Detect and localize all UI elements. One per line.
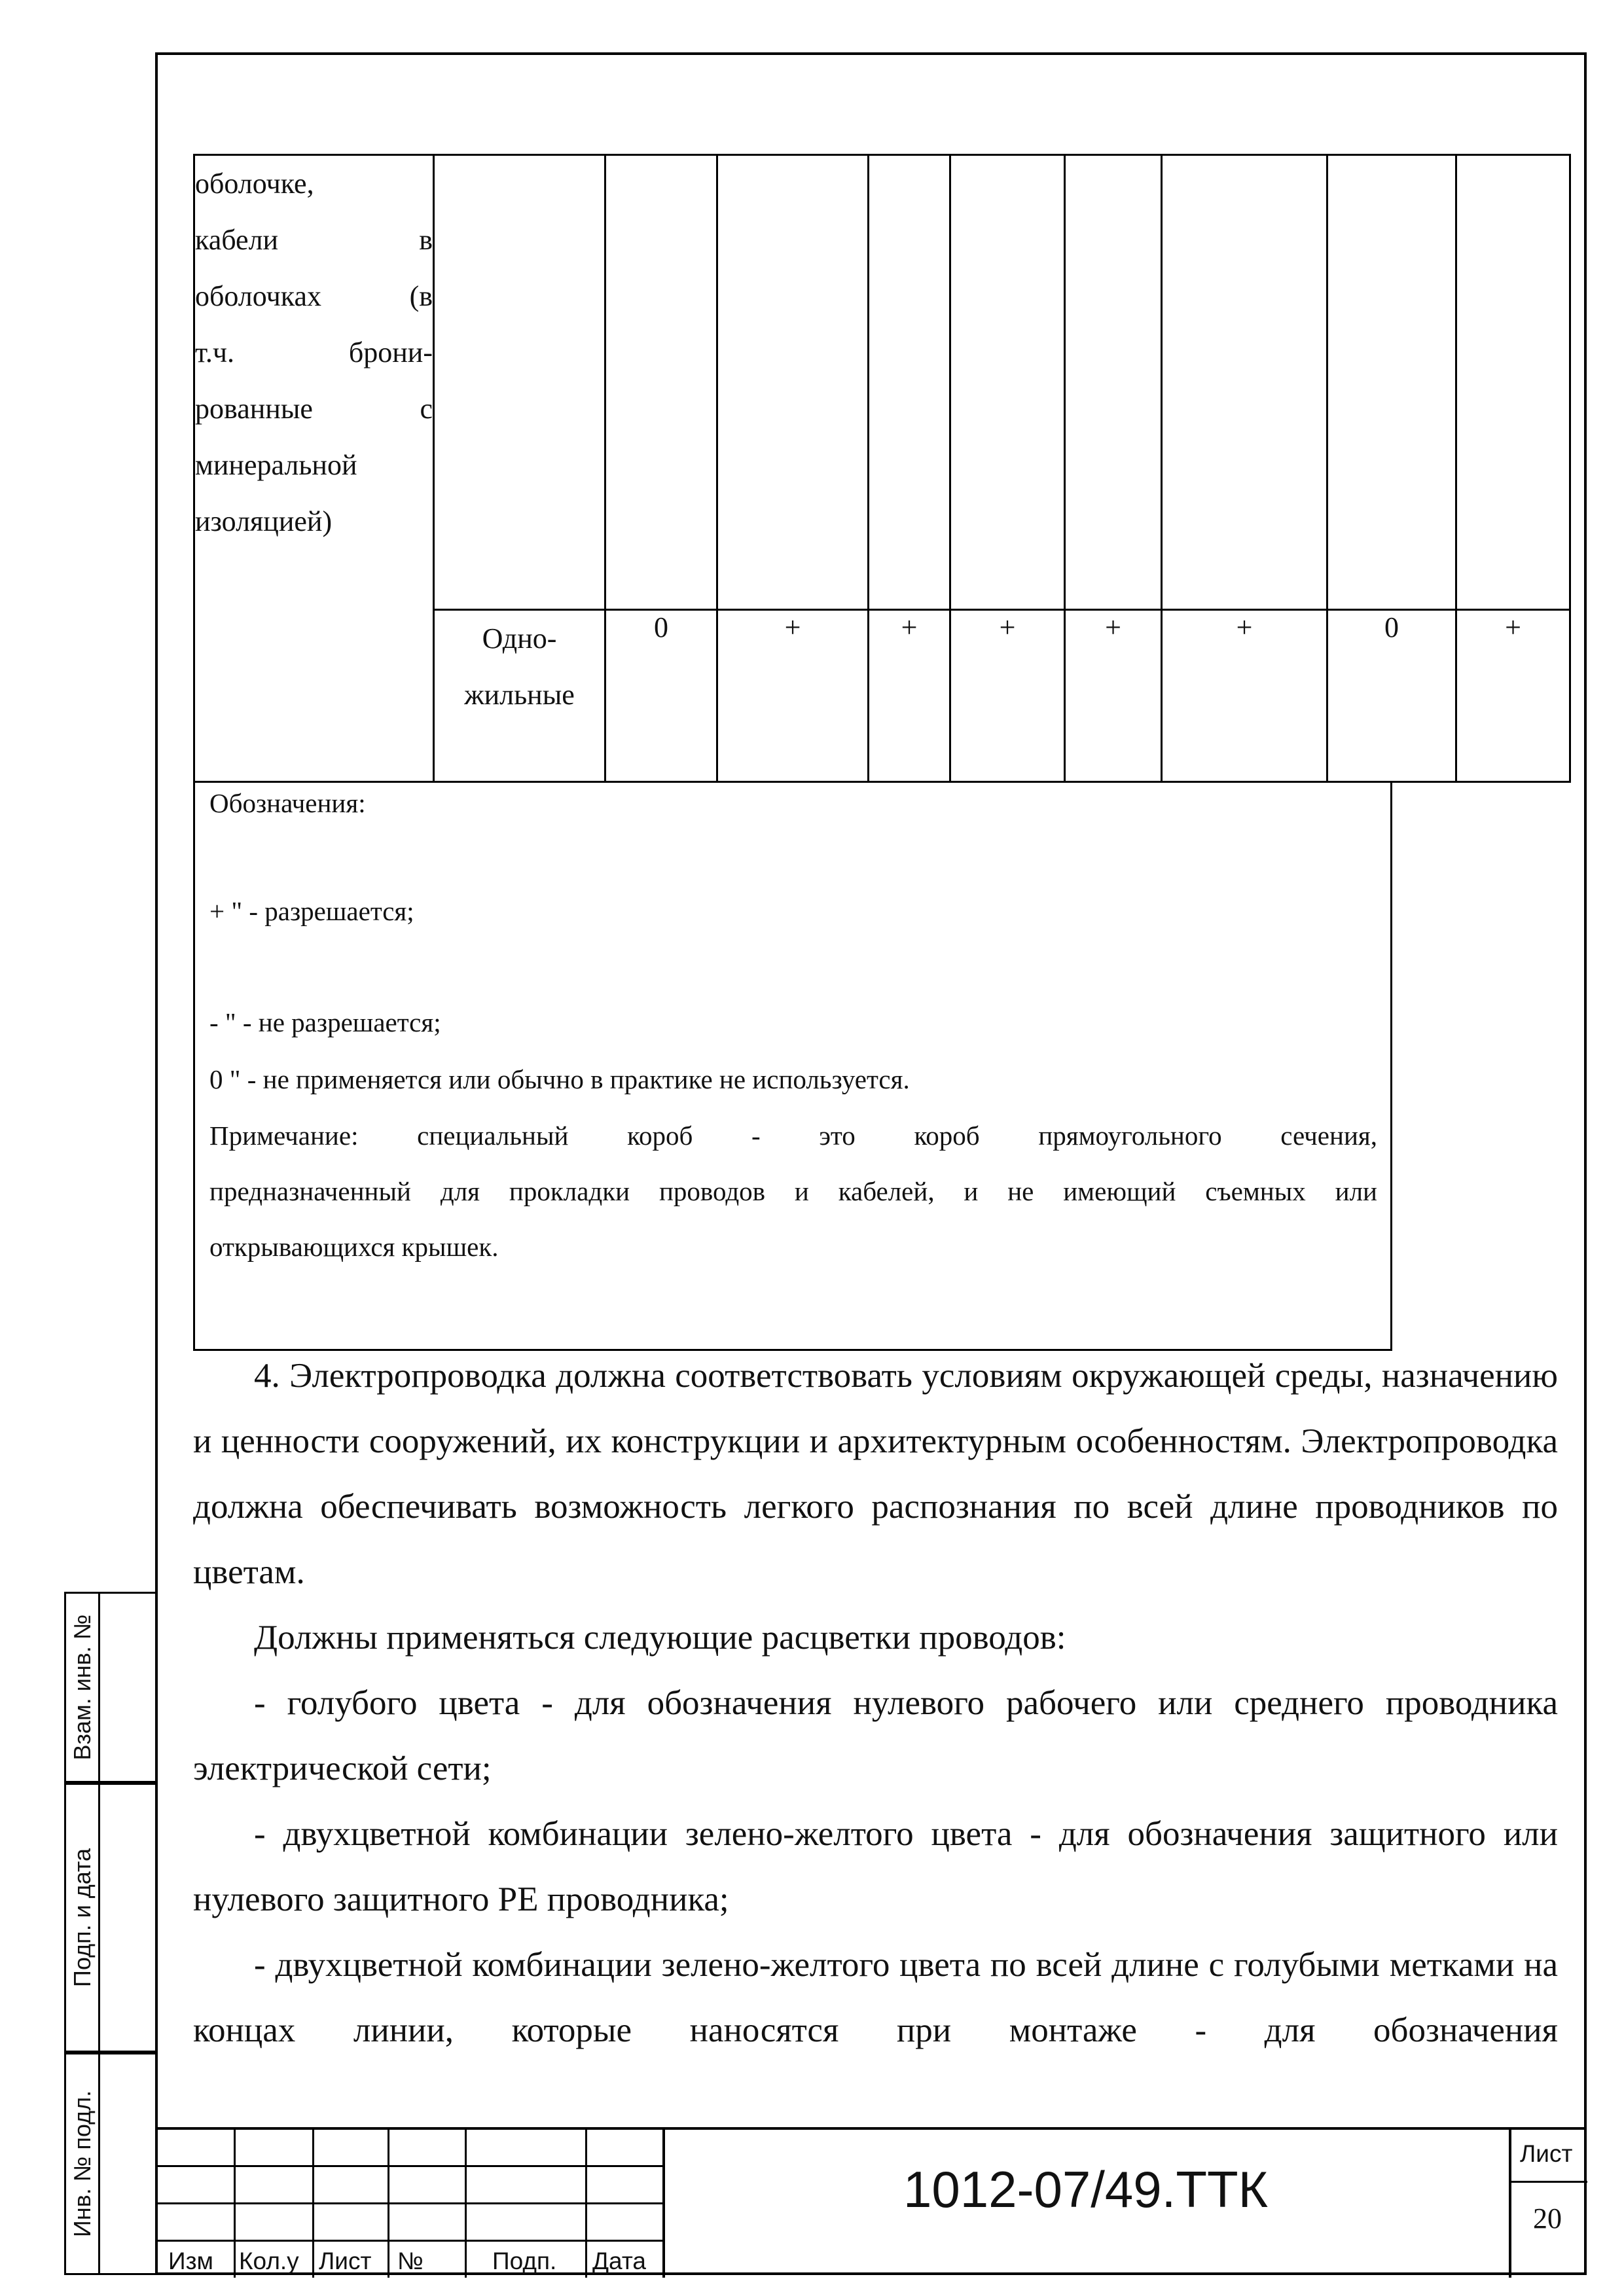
stamp-podp: Подп. bbox=[492, 2248, 557, 2274]
table-cell bbox=[434, 155, 605, 610]
paragraph: - двухцветной комбинации зелено-желтого цвета по всей длине с голубыми метками на концах линии, которые наносятся при монтаже - для обозначения bbox=[193, 1946, 1558, 2049]
table-cell bbox=[605, 155, 717, 610]
paragraph: Должны применяться следующие расцветки проводов: bbox=[254, 1619, 1066, 1657]
side-block-vzam bbox=[64, 1592, 156, 1783]
side-block-inv bbox=[64, 2053, 156, 2275]
table-cell bbox=[717, 155, 869, 610]
table-cell bbox=[1327, 155, 1456, 610]
paragraph: - голубого цвета - для обозначения нулевого рабочего или среднего проводника электрической сети; bbox=[193, 1684, 1558, 1787]
stamp-num: № bbox=[397, 2248, 424, 2274]
row-label bbox=[434, 610, 605, 782]
paragraph: - двухцветной комбинации зелено-желтого цвета - для обозначения защитного или нулевого защитного PE проводника; bbox=[193, 1815, 1558, 1918]
table-cell bbox=[950, 155, 1065, 610]
row-label-line: жильные bbox=[464, 679, 575, 711]
row-label-line: Одно- bbox=[482, 622, 557, 655]
table-value: + bbox=[1162, 610, 1327, 782]
table-value: + bbox=[950, 610, 1065, 782]
first-col-line: оболочках (в bbox=[195, 280, 433, 312]
body-text bbox=[193, 1343, 1558, 2063]
side-block-podp bbox=[64, 1783, 156, 2053]
paragraph: 4. Электропроводка должна соответствовать условиям окружающей среды, назначению и ценности сооружений, их конструкции и архитектурным особенностям. Электропроводка должна обеспечивать возможность легкого распознания по всей длине проводников по цветам. bbox=[193, 1357, 1558, 1591]
table-value: + bbox=[1456, 610, 1570, 782]
legend-plus: + " - разрешается; bbox=[209, 896, 414, 926]
table-first-col bbox=[194, 155, 434, 782]
document-code: 1012-07/49.ТТК bbox=[903, 2161, 1269, 2218]
remark-line: предназначенный для прокладки проводов и кабелей, и не имеющий съемных или bbox=[209, 1176, 1377, 1206]
wiring-table bbox=[193, 154, 1571, 783]
legend-minus: - " - не разрешается; bbox=[209, 1007, 441, 1037]
stamp-izm: Изм bbox=[168, 2248, 213, 2274]
first-col-line: кабели в bbox=[195, 224, 433, 256]
table-value: 0 bbox=[605, 610, 717, 782]
first-col-line: т.ч. брони- bbox=[195, 336, 433, 368]
first-col-line: рованные с bbox=[195, 393, 433, 425]
stamp-list: Лист bbox=[319, 2248, 372, 2274]
table-value: + bbox=[869, 610, 950, 782]
table-cell bbox=[1162, 155, 1327, 610]
side-label-vzam: Взам. инв. № bbox=[68, 1614, 96, 1761]
first-col-line: минеральной bbox=[195, 449, 357, 481]
table-value: + bbox=[717, 610, 869, 782]
first-col-line: изоляцией) bbox=[195, 505, 333, 537]
stamp-sheet-number: 20 bbox=[1533, 2202, 1562, 2234]
table-cell bbox=[1456, 155, 1570, 610]
stamp-sheet-label: Лист bbox=[1520, 2140, 1573, 2167]
remark-line: открывающихся крышек. bbox=[209, 1232, 499, 1262]
legend-heading: Обозначения: bbox=[209, 788, 366, 818]
table-cell bbox=[869, 155, 950, 610]
table-value: + bbox=[1065, 610, 1162, 782]
side-label-podp: Подп. и дата bbox=[68, 1848, 96, 1988]
title-block bbox=[155, 2127, 1587, 2275]
stamp-data: Дата bbox=[592, 2248, 646, 2274]
side-label-inv: Инв. № подл. bbox=[68, 2090, 96, 2238]
stamp-kolu: Кол.у bbox=[239, 2248, 299, 2274]
legend-zero: 0 " - не применяется или обычно в практике не используется. bbox=[209, 1064, 910, 1094]
legend-box bbox=[193, 781, 1392, 1351]
first-col-line: оболочке, bbox=[195, 168, 314, 200]
remark-line: Примечание: специальный короб - это короб прямоугольного сечения, bbox=[209, 1121, 1377, 1151]
table-cell bbox=[1065, 155, 1162, 610]
table-value: 0 bbox=[1327, 610, 1456, 782]
